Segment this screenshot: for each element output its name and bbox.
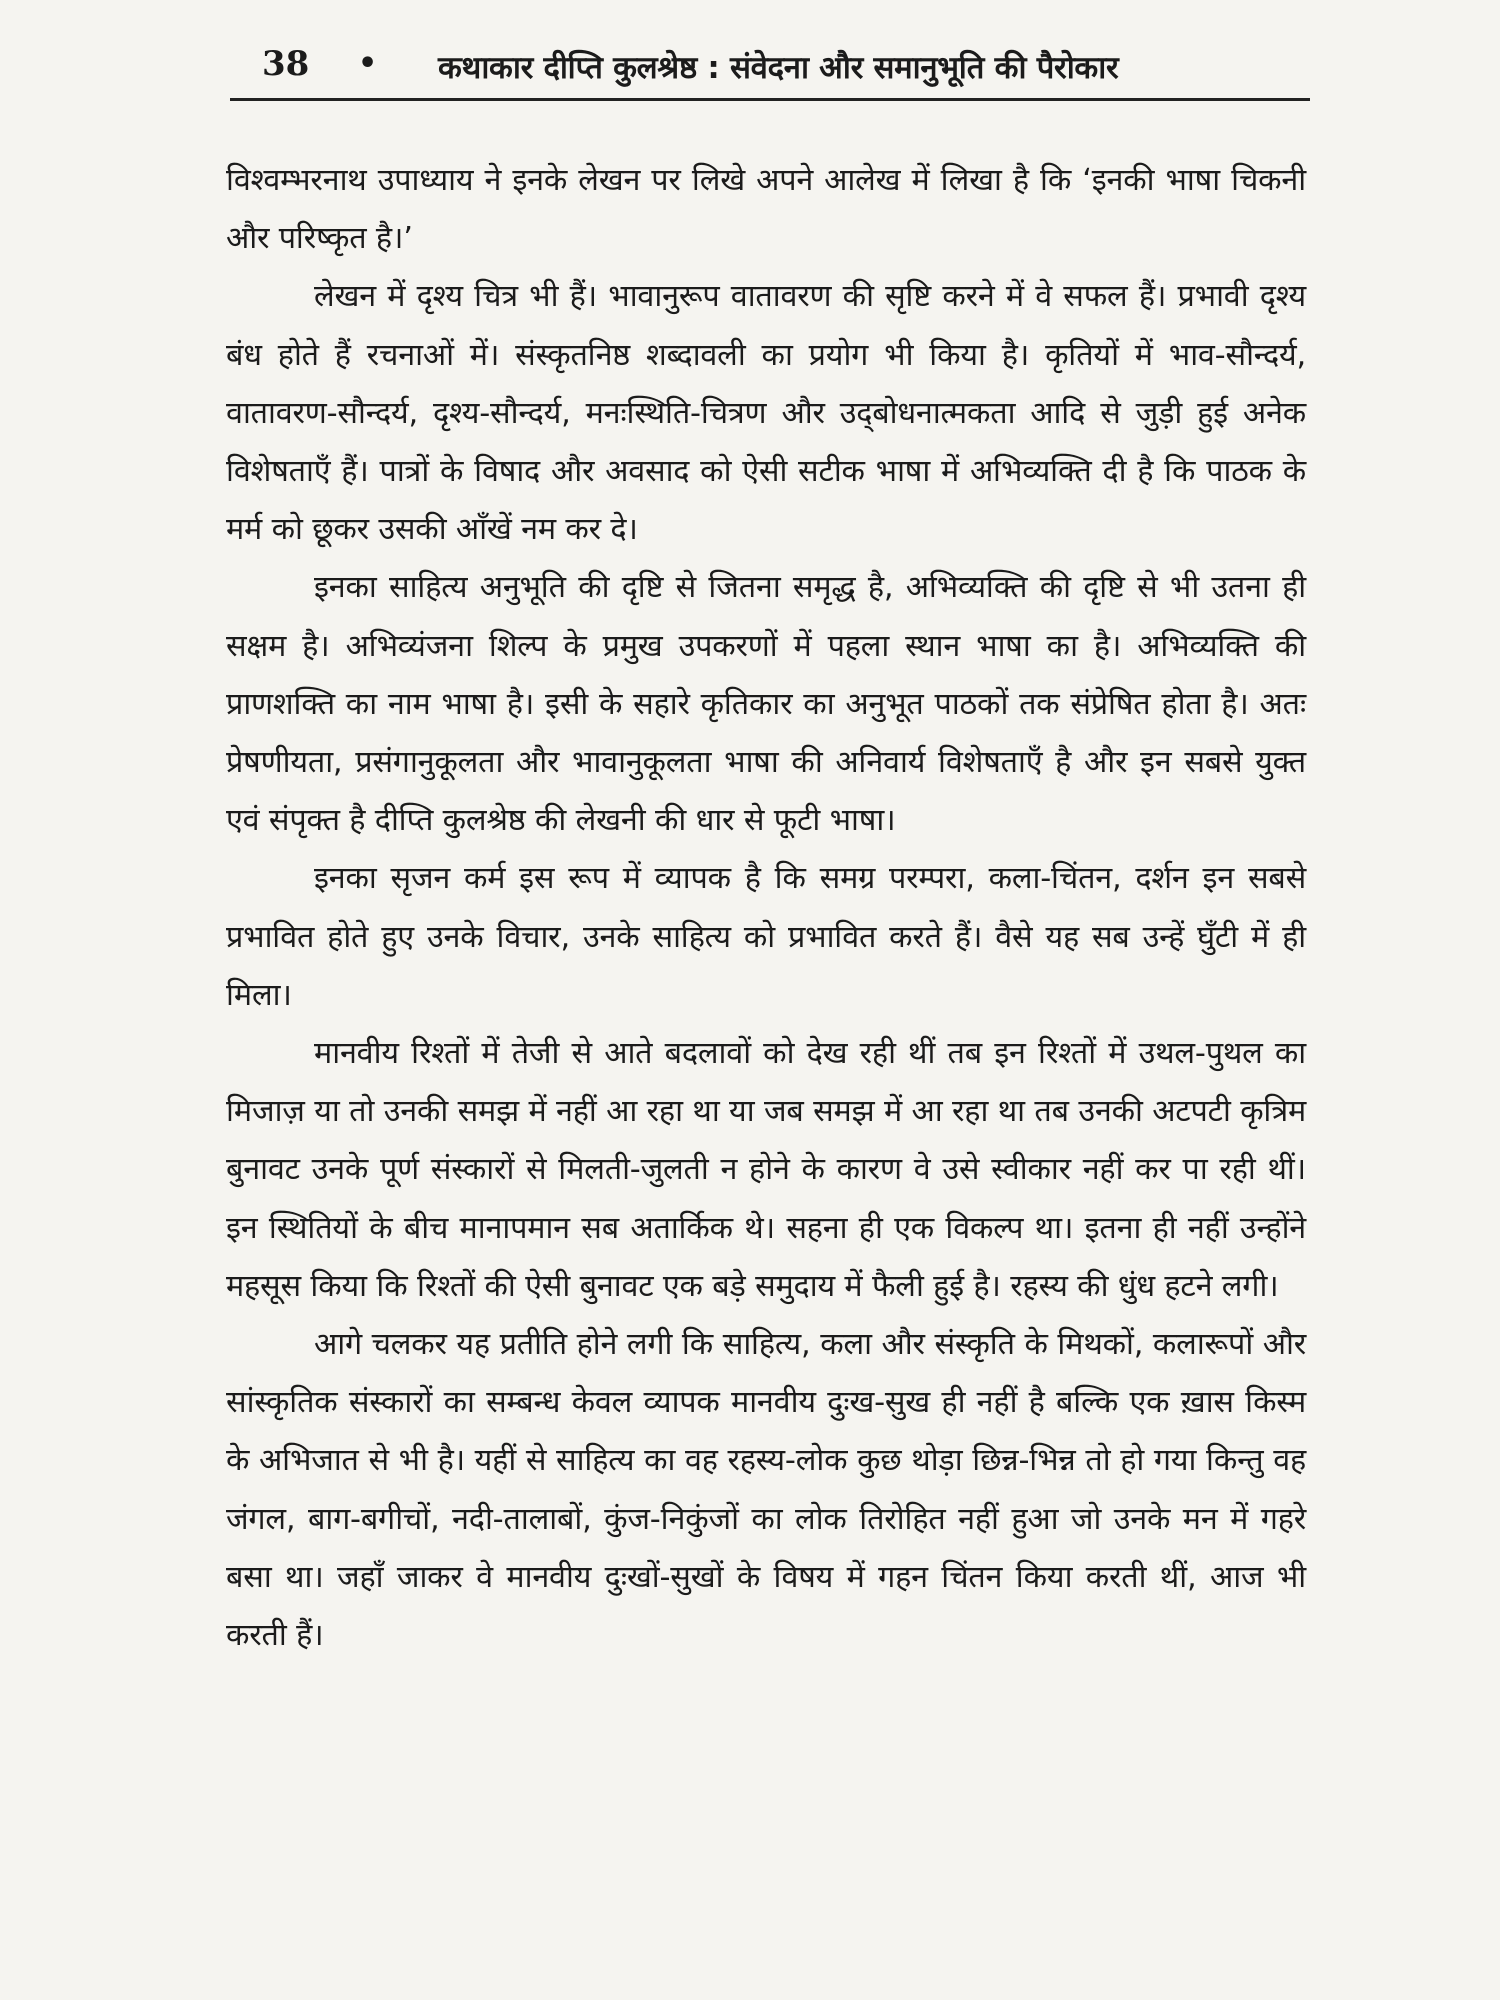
running-title: कथाकार दीप्ति कुलश्रेष्ठ : संवेदना और समानुभूति की पैरोकार [438,50,1119,86]
header-bullet: • [358,46,378,81]
paragraph-6: आगे चलकर यह प्रतीति होने लगी कि साहित्य, कला और संस्कृति के मिथकों, कलारूपों और सांस्कृतिक संस्कारों का सम्बन्ध केवल व्यापक मानवीय दुःख-सुख ही नहीं है बल्कि एक ख़ास किस्म के अभिजात से भी है। यहीं से साहित्य का वह रहस्य-लोक कुछ थोड़ा छिन्न-भिन्न तो हो गया किन्तु वह जंगल, बाग-बगीचों, नदी-तालाबों, कुंज-निकुंजों का लोक तिरोहित नहीं हुआ जो उनके मन में गहरे बसा था। जहाँ जाकर वे मानवीय दुःखों-सुखों के विषय में गहन चिंतन किया करती थीं, आज भी करती हैं। [226,1327,1306,1654]
body-text [226,152,1306,1665]
header-divider [230,98,1310,101]
paragraph-4: इनका सृजन कर्म इस रूप में व्यापक है कि समग्र परम्परा, कला-चिंतन, दर्शन इन सबसे प्रभावित होते हुए उनके विचार, उनके साहित्य को प्रभावित करते हैं। वैसे यह सब उन्हें घुँटी में ही मिला। [226,861,1306,1013]
page-header [230,40,1308,96]
paragraph-2: लेखन में दृश्य चित्र भी हैं। भावानुरूप वातावरण की सृष्टि करने में वे सफल हैं। प्रभावी दृश्य बंध होते हैं रचनाओं में। संस्कृतनिष्ठ शब्दावली का प्रयोग भी किया है। कृतियों में भाव-सौन्दर्य, वातावरण-सौन्दर्य, दृश्य-सौन्दर्य, मनःस्थिति-चित्रण और उद्‌बोधनात्मकता आदि से जुड़ी हुई अनेक विशेषताएँ हैं। पात्रों के विषाद और अवसाद को ऐसी सटीक भाषा में अभिव्यक्ति दी है कि पाठक के मर्म को छूकर उसकी आँखें नम कर दे। [226,279,1306,548]
paragraph-1: विश्वम्भरनाथ उपाध्याय ने इनके लेखन पर लिखे अपने आलेख में लिखा है कि ‘इनकी भाषा चिकनी और परिष्कृत है।’ [226,163,1306,257]
page-number: 38 [262,44,310,84]
paragraph-5: मानवीय रिश्तों में तेजी से आते बदलावों को देख रही थीं तब इन रिश्तों में उथल-पुथल का मिजाज़ या तो उनकी समझ में नहीं आ रहा था या जब समझ में आ रहा था तब उनकी अटपटी कृत्रिम बुनावट उनके पूर्ण संस्कारों से मिलती-जुलती न होने के कारण वे उसे स्वीकार नहीं कर पा रही थीं। इन स्थितियों के बीच मानापमान सब अतार्किक थे। सहना ही एक विकल्प था। इतना ही नहीं उन्होंने महसूस किया कि रिश्तों की ऐसी बुनावट एक बड़े समुदाय में फैली हुई है। रहस्य की धुंध हटने लगी। [226,1036,1306,1304]
paragraph-3: इनका साहित्य अनुभूति की दृष्टि से जितना समृद्ध है, अभिव्यक्ति की दृष्टि से भी उतना ही सक्षम है। अभिव्यंजना शिल्प के प्रमुख उपकरणों में पहला स्थान भाषा का है। अभिव्यक्ति की प्राणशक्ति का नाम भाषा है। इसी के सहारे कृतिकार का अनुभूत पाठकों तक संप्रेषित होता है। अतः प्रेषणीयता, प्रसंगानुकूलता और भावानुकूलता भाषा की अनिवार्य विशेषताएँ है और इन सबसे युक्त एवं संपृक्त है दीप्ति कुलश्रेष्ठ की लेखनी की धार से फूटी भाषा। [226,570,1306,839]
